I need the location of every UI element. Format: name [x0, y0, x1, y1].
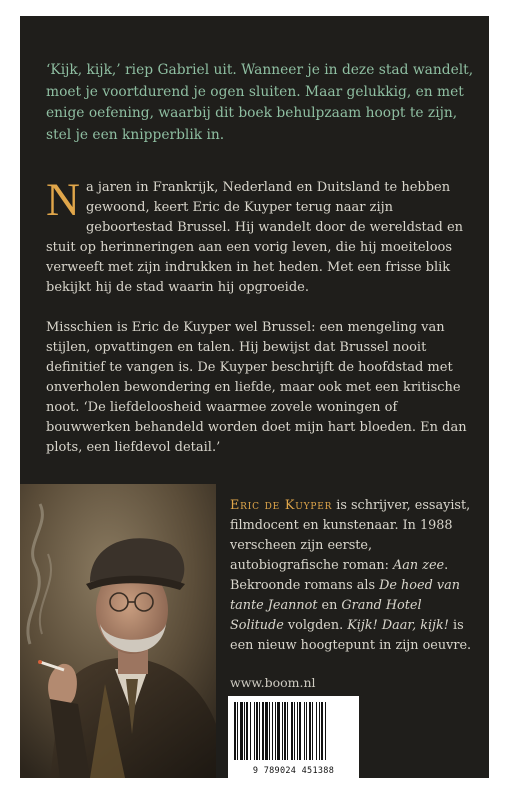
barcode-bar	[299, 702, 301, 760]
barcode-bar	[244, 702, 245, 760]
barcode-bar	[246, 702, 248, 760]
description-paragraph-1-text: a jaren in Frankrijk, Nederland en Duitsland te hebben gewoond, keert Eric de Kuyper terug naar zijn geboortestad Brussel. Hij wandelt door de wereldstad en stuit op herinneringen aan een vorig leven, die hij moeiteloos verweeft met zijn indrukken in het heden. Met een frisse blik bekijkt hij de stad waarin hij opgroeide.	[46, 180, 464, 295]
drop-cap: N	[46, 174, 80, 226]
barcode-bar	[319, 702, 320, 760]
author-photo	[20, 484, 216, 778]
isbn-barcode	[228, 696, 359, 778]
barcode-bar	[272, 702, 273, 760]
barcode-bar	[297, 702, 298, 760]
barcode-bar	[325, 702, 326, 760]
barcode-bar	[309, 702, 311, 760]
barcode-bar	[282, 702, 283, 760]
barcode-bar	[294, 702, 295, 760]
author-bio-text: volgden.	[283, 618, 348, 633]
author-bio-text: is een nieuw hoogtepunt in zijn oeuvre.	[230, 618, 472, 653]
barcode-bar	[304, 702, 305, 760]
barcode-bar	[321, 702, 323, 760]
barcode-bar	[250, 702, 251, 760]
description-paragraph-2: Misschien is Eric de Kuyper wel Brussel: een mengeling van stijlen, opvattingen en talen. Hij bewijst dat Brussel nooit definitief te vangen is. De Kuyper beschrijft de hoofdstad met onverholen bewondering en liefde, maar ook met een kritische noot. ‘De liefdeloosheid waarmee zovele woningen of bouwwerken behandeld worden doet mijn hart bloeden. En dan plots, een liefdevol detail.’	[46, 320, 467, 455]
barcode-bar	[306, 702, 307, 760]
barcode-bar	[269, 702, 270, 760]
book-title: Kijk! Daar, kijk!	[347, 618, 449, 633]
barcode-bar	[240, 702, 243, 760]
barcode-bar	[254, 702, 255, 760]
barcode-bar	[275, 702, 276, 760]
barcode-bar	[237, 702, 238, 760]
publisher-url[interactable]: www.boom.nl	[230, 675, 316, 690]
opening-quote: ‘Kijk, kijk,’ riep Gabriel uit. Wanneer je in deze stad wandelt, moet je voortdurend je ogen sluiten. Maar gelukkig, en met enige oefening, waarbij dit boek behulpzaam hoopt te zijn, stel je een knipperblik in.	[46, 62, 474, 143]
author-bio-text: is schrijver, essayist, filmdocent en kunstenaar. In 1988 verscheen zijn eerste, autobiografische roman:	[230, 498, 471, 573]
barcode-bar	[291, 702, 293, 760]
barcode-bars	[228, 696, 359, 766]
author-bio-text: en	[317, 598, 342, 613]
author-bio	[230, 496, 476, 656]
barcode-bar	[256, 702, 258, 760]
isbn-number: 9 789024 451388	[252, 766, 335, 776]
barcode-bar	[234, 702, 236, 760]
author-name: Eric de Kuyper	[230, 498, 333, 513]
barcode-bar	[265, 702, 268, 760]
barcode-bar	[312, 702, 313, 760]
author-portrait-image	[20, 484, 216, 778]
barcode-bar	[259, 702, 260, 760]
book-title: Grand Hotel Solitude	[230, 598, 422, 633]
barcode-bar	[316, 702, 317, 760]
barcode-bar	[262, 702, 264, 760]
description-paragraph-1	[46, 174, 476, 298]
barcode-bar	[284, 702, 286, 760]
book-title: Aan zee	[393, 558, 445, 573]
back-cover	[20, 16, 489, 778]
book-title: De hoed van tante Jeannot	[230, 578, 460, 613]
author-bio-text: . Bekroonde romans als	[230, 558, 449, 593]
barcode-bar	[277, 702, 280, 760]
barcode-bar	[287, 702, 288, 760]
